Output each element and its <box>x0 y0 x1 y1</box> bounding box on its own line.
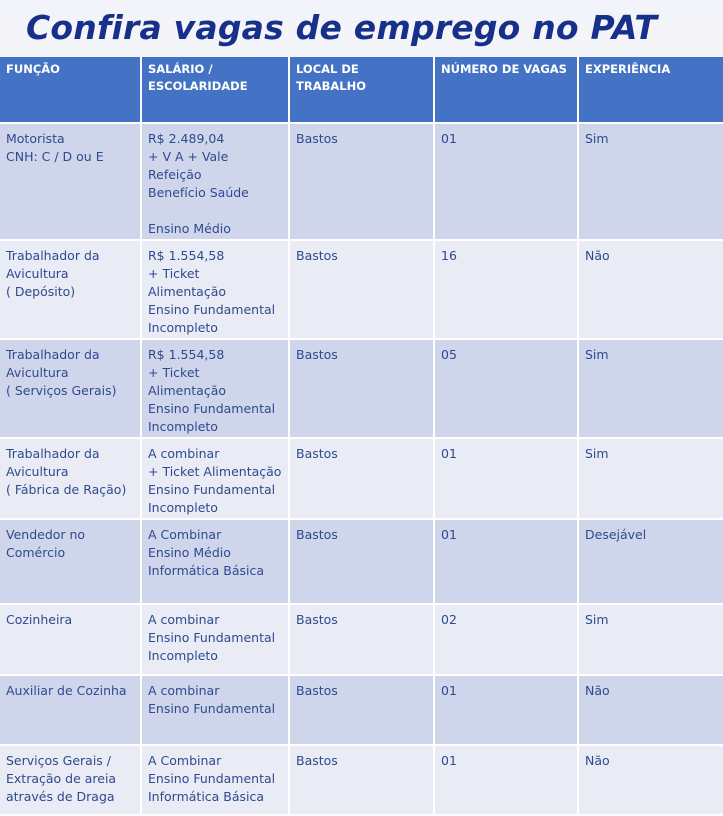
cell-vagas: 01 <box>434 123 578 240</box>
cell-vagas: 01 <box>434 438 578 519</box>
cell-vagas: 01 <box>434 675 578 745</box>
cell-experiencia: Sim <box>578 438 723 519</box>
cell-funcao: Serviços Gerais / Extração de areia através de Draga <box>0 745 141 815</box>
table-row <box>0 438 723 519</box>
cell-experiencia: Sim <box>578 604 723 675</box>
cell-local: Bastos <box>289 745 434 815</box>
cell-experiencia: Sim <box>578 123 723 240</box>
cell-funcao: Cozinheira <box>0 604 141 675</box>
page-title: Confira vagas de emprego no PAT <box>26 8 658 47</box>
cell-experiencia: Não <box>578 240 723 339</box>
cell-local: Bastos <box>289 604 434 675</box>
cell-vagas: 16 <box>434 240 578 339</box>
table-row <box>0 604 723 675</box>
cell-local: Bastos <box>289 240 434 339</box>
header-numero-de-vagas: NÚMERO DE VAGAS <box>434 57 578 123</box>
cell-local: Bastos <box>289 339 434 438</box>
cell-funcao: Trabalhador da Avicultura ( Fábrica de Ração) <box>0 438 141 519</box>
cell-funcao: Auxiliar de Cozinha <box>0 675 141 745</box>
cell-experiencia: Sim <box>578 339 723 438</box>
job-vacancies-table <box>0 57 723 816</box>
cell-salario: A combinar Ensino Fundamental <box>141 675 289 745</box>
cell-funcao: Motorista CNH: C / D ou E <box>0 123 141 240</box>
cell-vagas: 02 <box>434 604 578 675</box>
cell-vagas: 05 <box>434 339 578 438</box>
cell-experiencia: Não <box>578 675 723 745</box>
cell-salario: A Combinar Ensino Médio Informática Básica <box>141 519 289 604</box>
header-experiencia: EXPERIÊNCIA <box>578 57 723 123</box>
cell-vagas: 01 <box>434 519 578 604</box>
header-funcao: FUNÇÃO <box>0 57 141 123</box>
header-local-de-trabalho: LOCAL DE TRABALHO <box>289 57 434 123</box>
cell-local: Bastos <box>289 519 434 604</box>
table-row <box>0 339 723 438</box>
cell-local: Bastos <box>289 123 434 240</box>
cell-salario: A Combinar Ensino Fundamental Informática Básica <box>141 745 289 815</box>
cell-funcao: Vendedor no Comércio <box>0 519 141 604</box>
cell-funcao: Trabalhador da Avicultura ( Serviços Gerais) <box>0 339 141 438</box>
cell-salario: R$ 1.554,58 + Ticket Alimentação Ensino Fundamental Incompleto <box>141 240 289 339</box>
cell-local: Bastos <box>289 438 434 519</box>
cell-salario: A combinar Ensino Fundamental Incompleto <box>141 604 289 675</box>
cell-vagas: 01 <box>434 745 578 815</box>
table-row <box>0 123 723 240</box>
table-row <box>0 675 723 745</box>
table-row <box>0 519 723 604</box>
cell-salario: R$ 2.489,04 + V A + Vale Refeição Benefício Saúde Ensino Médio <box>141 123 289 240</box>
cell-local: Bastos <box>289 675 434 745</box>
cell-salario: A combinar + Ticket Alimentação Ensino Fundamental Incompleto <box>141 438 289 519</box>
cell-experiencia: Não <box>578 745 723 815</box>
cell-salario: R$ 1.554,58 + Ticket Alimentação Ensino Fundamental Incompleto <box>141 339 289 438</box>
cell-funcao: Trabalhador da Avicultura ( Depósito) <box>0 240 141 339</box>
table-row <box>0 240 723 339</box>
table-header-row <box>0 57 723 123</box>
header-salario-escolaridade: SALÁRIO / ESCOLARIDADE <box>141 57 289 123</box>
cell-experiencia: Desejável <box>578 519 723 604</box>
table-row <box>0 745 723 815</box>
